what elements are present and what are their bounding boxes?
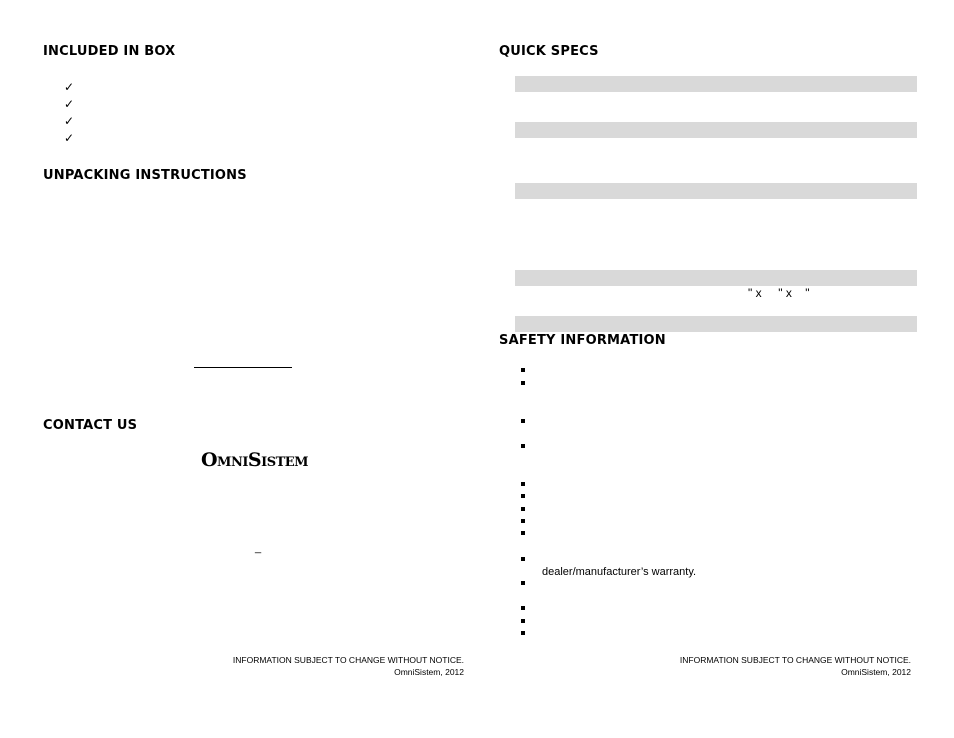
bullet-point xyxy=(521,606,525,610)
omnisistem-logo: OmniSistem xyxy=(201,449,309,471)
contact-us-heading: CONTACT US xyxy=(43,418,138,433)
footer-notice: INFORMATION SUBJECT TO CHANGE WITHOUT NOTICE. xyxy=(232,655,464,665)
footer-notice: INFORMATION SUBJECT TO CHANGE WITHOUT NOTICE. xyxy=(679,655,911,665)
bullet-point xyxy=(521,619,525,623)
warranty-text: dealer/manufacturer’s warranty. xyxy=(542,566,697,578)
included-in-box-heading: INCLUDED IN BOX xyxy=(43,44,176,59)
spec-row-bar xyxy=(515,316,917,332)
bullet-point xyxy=(521,507,525,511)
unpacking-instructions-heading: UNPACKING INSTRUCTIONS xyxy=(43,168,247,183)
footer-copyright: OmniSistem, 2012 xyxy=(394,667,464,677)
right-footer xyxy=(680,654,911,678)
check-icon: ✓ xyxy=(64,80,75,94)
bullet-point xyxy=(521,557,525,561)
quick-specs-heading: QUICK SPECS xyxy=(499,44,599,59)
spec-row-bar xyxy=(515,76,917,92)
check-icon: ✓ xyxy=(64,114,75,128)
check-icon: ✓ xyxy=(64,131,75,145)
safety-information-heading: SAFETY INFORMATION xyxy=(499,333,666,348)
bullet-point xyxy=(521,368,525,372)
bullet-point xyxy=(521,531,525,535)
dimensions-value: " x " x " xyxy=(748,286,810,300)
spec-row-bar xyxy=(515,183,917,199)
spec-row-bar xyxy=(515,270,917,286)
check-icon: ✓ xyxy=(64,97,75,111)
left-footer xyxy=(233,654,464,678)
bullet-point xyxy=(521,494,525,498)
bullet-point xyxy=(521,482,525,486)
bullet-point xyxy=(521,444,525,448)
footer-copyright: OmniSistem, 2012 xyxy=(841,667,911,677)
bullet-point xyxy=(521,631,525,635)
bullet-point xyxy=(521,581,525,585)
dash-mark: _ xyxy=(255,542,262,554)
spec-row-bar xyxy=(515,122,917,138)
bullet-point xyxy=(521,419,525,423)
bullet-point xyxy=(521,381,525,385)
underline-rule xyxy=(194,367,292,368)
bullet-point xyxy=(521,519,525,523)
